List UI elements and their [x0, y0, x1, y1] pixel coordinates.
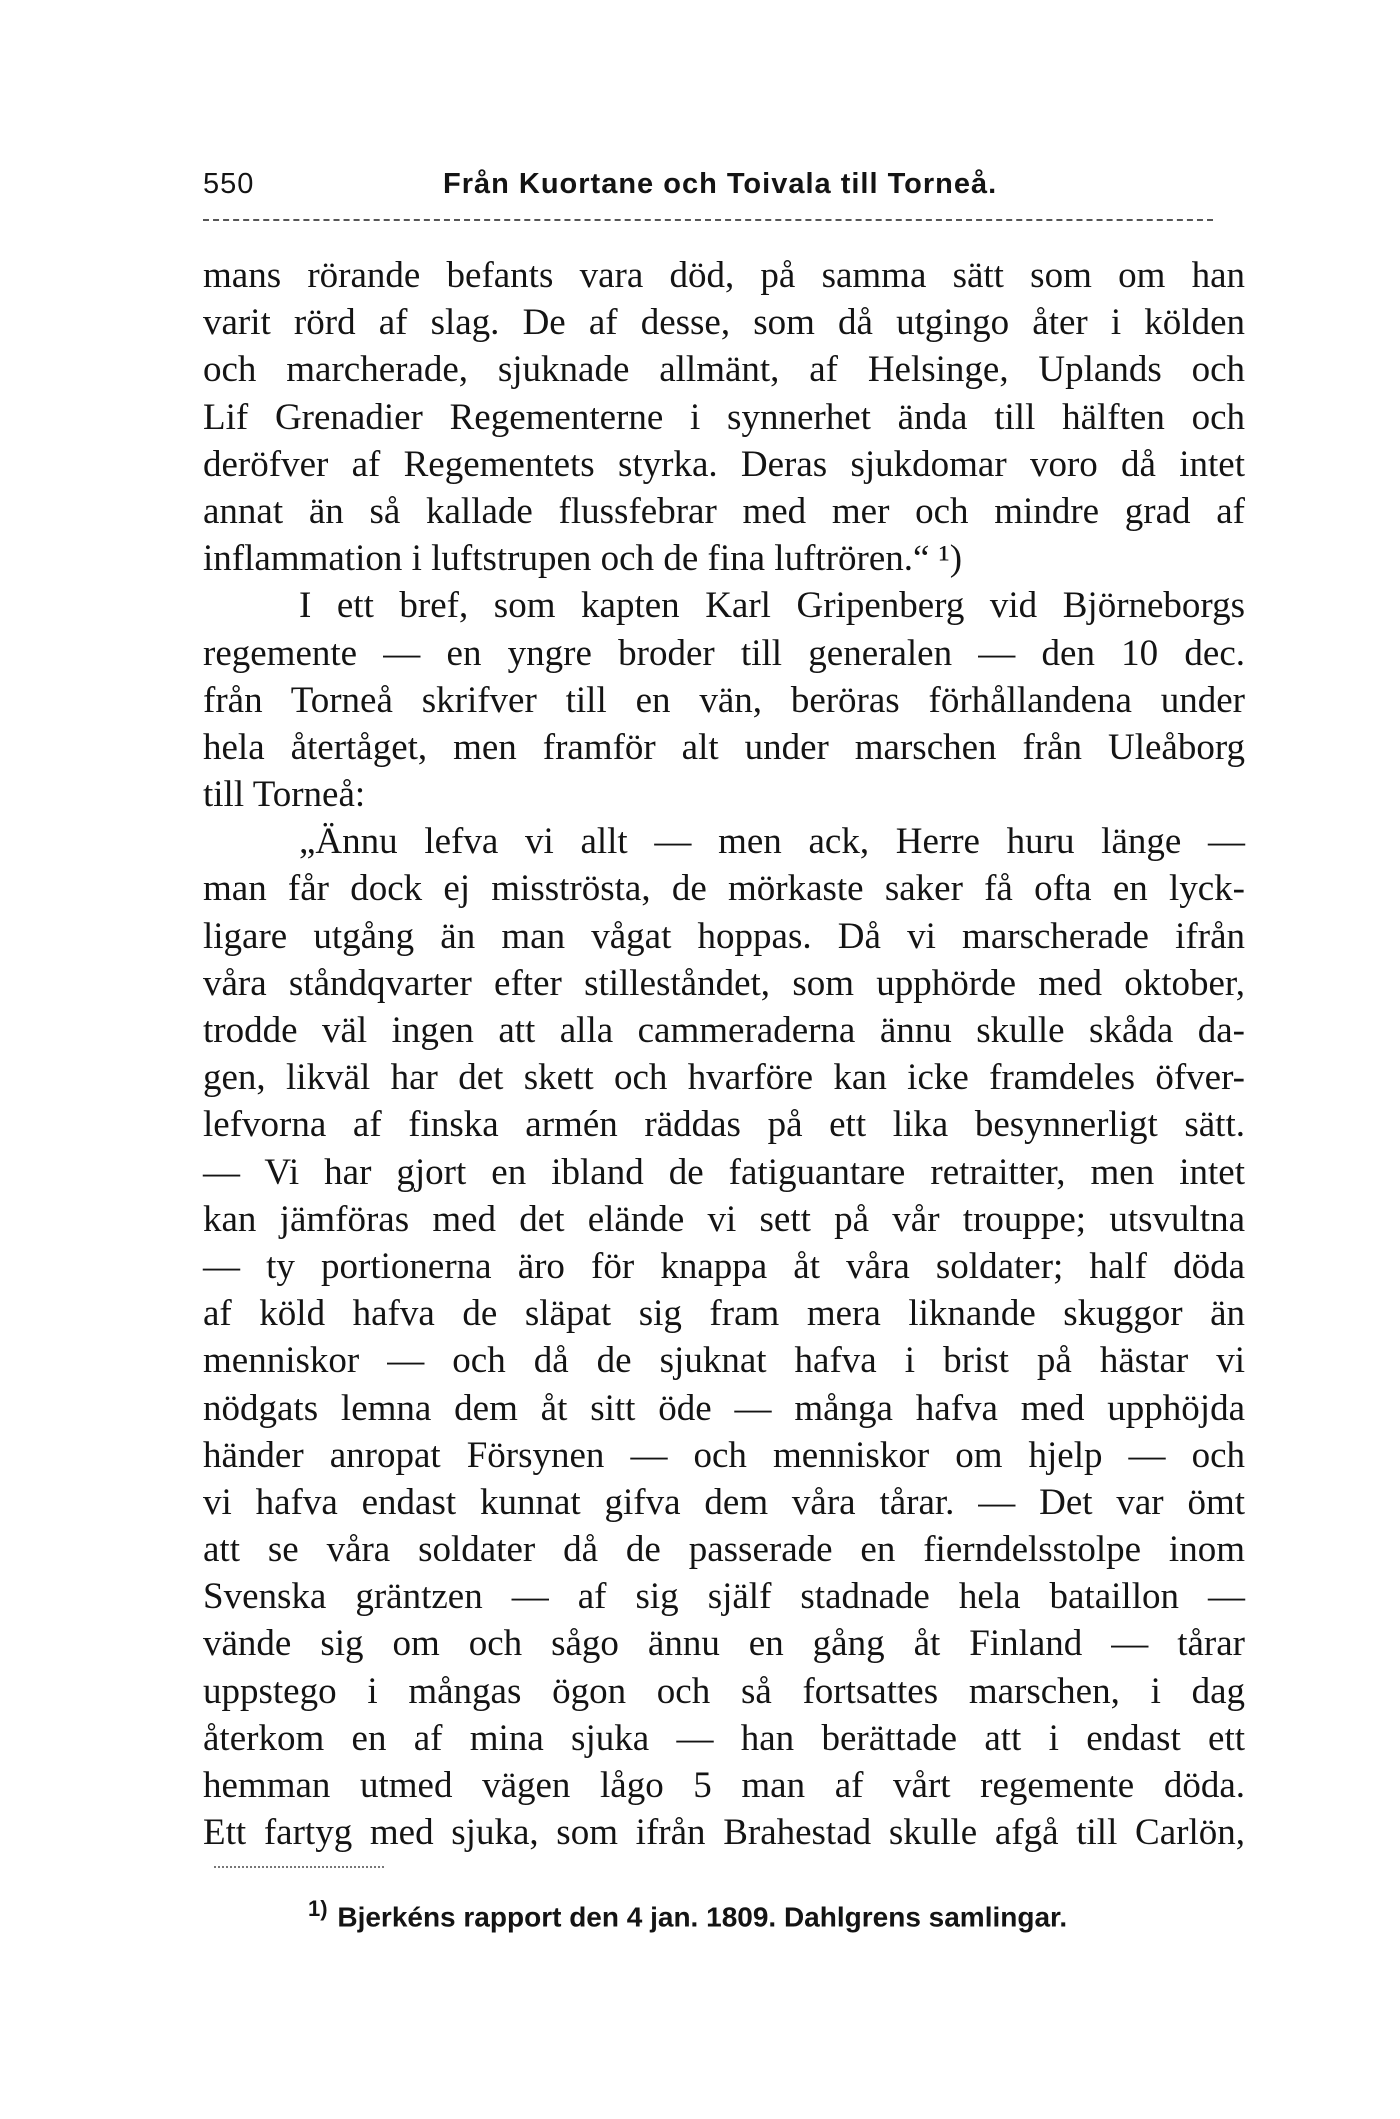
text-line: våra ståndqvarter efter stilleståndet, som upphörde med oktober, [203, 962, 1245, 1004]
footnote [308, 1896, 1067, 1933]
text-line: mans rörande befants vara död, på samma sätt som om han [203, 255, 1245, 296]
text-line: varit rörd af slag. De af desse, som då utgingo åter i kölden [203, 302, 1245, 344]
text-line: vände sig om och sågo ännu en gång åt Finland — tårar [203, 1623, 1245, 1665]
footnote-rule [214, 1866, 384, 1868]
text-line: I ett bref, som kapten Karl Gripenberg vid Björneborgs [299, 585, 1245, 627]
running-title: Från Kuortane och Toivala till Torneå. [443, 168, 998, 200]
footnote-text: Bjerkéns rapport den 4 jan. 1809. Dahlgrens samlingar. [337, 1901, 1068, 1933]
text-line: nödgats lemna dem åt sitt öde — många hafva med upphöjda [203, 1387, 1245, 1429]
text-line: återkom en af mina sjuka — han berättade att i endast ett [203, 1717, 1245, 1759]
text-line: lefvorna af finska armén räddas på ett lika besynnerligt sätt. [203, 1104, 1245, 1146]
text-line: — ty portionerna äro för knappa åt våra soldater; half döda [203, 1245, 1245, 1287]
text-line: att se våra soldater då de passerade en fierndelsstolpe inom [203, 1529, 1245, 1571]
footnote-marker: 1) [308, 1896, 328, 1921]
text-line: Lif Grenadier Regementerne i synnerhet ända till hälften och [203, 396, 1245, 438]
text-line: regemente — en yngre broder till generalen — den 10 dec. [203, 632, 1245, 674]
text-line: af köld hafva de släpat sig fram mera liknande skuggor än [203, 1293, 1245, 1335]
text-line: vi hafva endast kunnat gifva dem våra tårar. — Det var ömt [203, 1481, 1245, 1523]
body-text [203, 252, 1245, 1856]
text-line: hela återtåget, men framför alt under marschen från Uleåborg [203, 726, 1245, 768]
text-line: inflammation i luftstrupen och de fina luftrören.“ ¹) [203, 538, 963, 580]
text-line: kan jämföras med det elände vi sett på vår trouppe; utsvultna [203, 1198, 1245, 1240]
text-line: från Torneå skrifver till en vän, beröras förhållandena under [203, 679, 1245, 721]
text-line: trodde väl ingen att alla cammeraderna ännu skulle skåda da- [203, 1010, 1245, 1051]
text-line: till Torneå: [203, 774, 366, 816]
text-line: man får dock ej misströsta, de mörkaste saker få ofta en lyck- [203, 868, 1245, 910]
text-line: Ett fartyg med sjuka, som ifrån Brahestad skulle afgå till Carlön, [203, 1812, 1245, 1854]
header-rule [203, 219, 1213, 221]
page-header [203, 168, 1241, 216]
page-number: 550 [203, 168, 255, 200]
text-line: Svenska gräntzen — af sig själf stadnade hela bataillon — [203, 1576, 1245, 1618]
text-line: — Vi har gjort en ibland de fatiguantare retraitter, men intet [203, 1151, 1245, 1193]
text-line: hemman utmed vägen lågo 5 man af vårt regemente döda. [203, 1765, 1245, 1806]
text-line: deröfver af Regementets styrka. Deras sjukdomar voro då intet [203, 443, 1245, 485]
text-line: händer anropat Försynen — och menniskor om hjelp — och [203, 1434, 1245, 1476]
text-line: menniskor — och då de sjuknat hafva i brist på hästar vi [203, 1340, 1245, 1382]
text-line: uppstego i mångas ögon och så fortsattes marschen, i dag [203, 1670, 1245, 1712]
text-line: gen, likväl har det skett och hvarföre kan icke framdeles öfver- [203, 1057, 1245, 1099]
text-line: och marcherade, sjuknade allmänt, af Helsinge, Uplands och [203, 349, 1245, 391]
text-line: ligare utgång än man vågat hoppas. Då vi marscherade ifrån [203, 915, 1245, 957]
text-line: „Ännu lefva vi allt — men ack, Herre huru länge — [299, 821, 1245, 863]
text-line: annat än så kallade flussfebrar med mer och mindre grad af [203, 490, 1245, 532]
